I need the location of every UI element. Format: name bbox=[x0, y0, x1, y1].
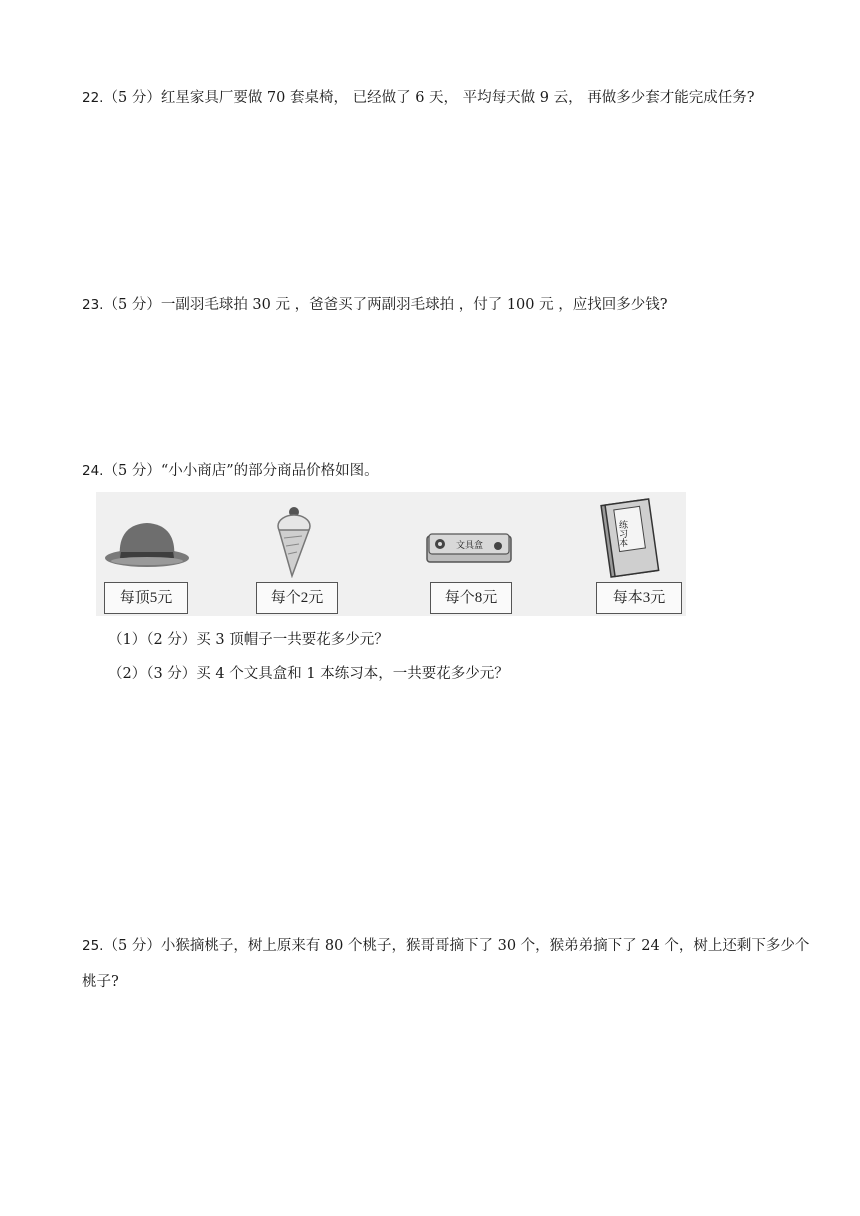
pencil-box-icon bbox=[426, 532, 512, 564]
question-23 bbox=[82, 287, 810, 323]
subquestion-2: （2）（3 分）买 4 个文具盒和 1 本练习本，一共要花多少元？ bbox=[108, 666, 509, 682]
price-figure bbox=[96, 492, 686, 616]
ice-cream-icon bbox=[272, 502, 316, 578]
price-label-ice-cream: 每个2元 bbox=[256, 582, 338, 614]
question-number: 24. bbox=[82, 463, 104, 479]
subquestion-1: （1）（2 分）买 3 顶帽子一共要花多少元？ bbox=[108, 632, 389, 648]
question-number: 25. bbox=[82, 938, 104, 954]
book-label: 练习本 bbox=[617, 520, 627, 547]
question-number: 22. bbox=[82, 90, 104, 106]
price-label-hat: 每顶5元 bbox=[104, 582, 188, 614]
question-text: （5 分）一副羽毛球拍 30 元 ，爸爸买了两副羽毛球拍 ，付了 100 元 ，应找回多少钱? bbox=[103, 297, 668, 313]
notebook-icon bbox=[600, 498, 660, 580]
question-number: 23. bbox=[82, 297, 104, 313]
question-text: （5 分）“小小商店”的部分商品价格如图。 bbox=[103, 463, 379, 479]
question-text: （5 分）小猴摘桃子，树上原来有 80 个桃子，猴哥哥摘下了 30 个，猴弟弟摘下了 24 个，树上还剩下多少个桃子? bbox=[82, 938, 810, 990]
question-text: （5 分）红星家具厂要做 70 套桌椅， 已经做了 6 天， 平均每天做 9 云， 再做多少套才能完成任务? bbox=[103, 90, 755, 106]
question-22 bbox=[82, 80, 810, 116]
price-label-notebook: 每本3元 bbox=[596, 582, 682, 614]
hat-icon bbox=[102, 518, 192, 570]
price-label-pencil-box: 每个8元 bbox=[430, 582, 512, 614]
question-25 bbox=[82, 928, 810, 1000]
box-label: 文具盒 bbox=[456, 541, 484, 551]
question-24 bbox=[82, 453, 810, 489]
